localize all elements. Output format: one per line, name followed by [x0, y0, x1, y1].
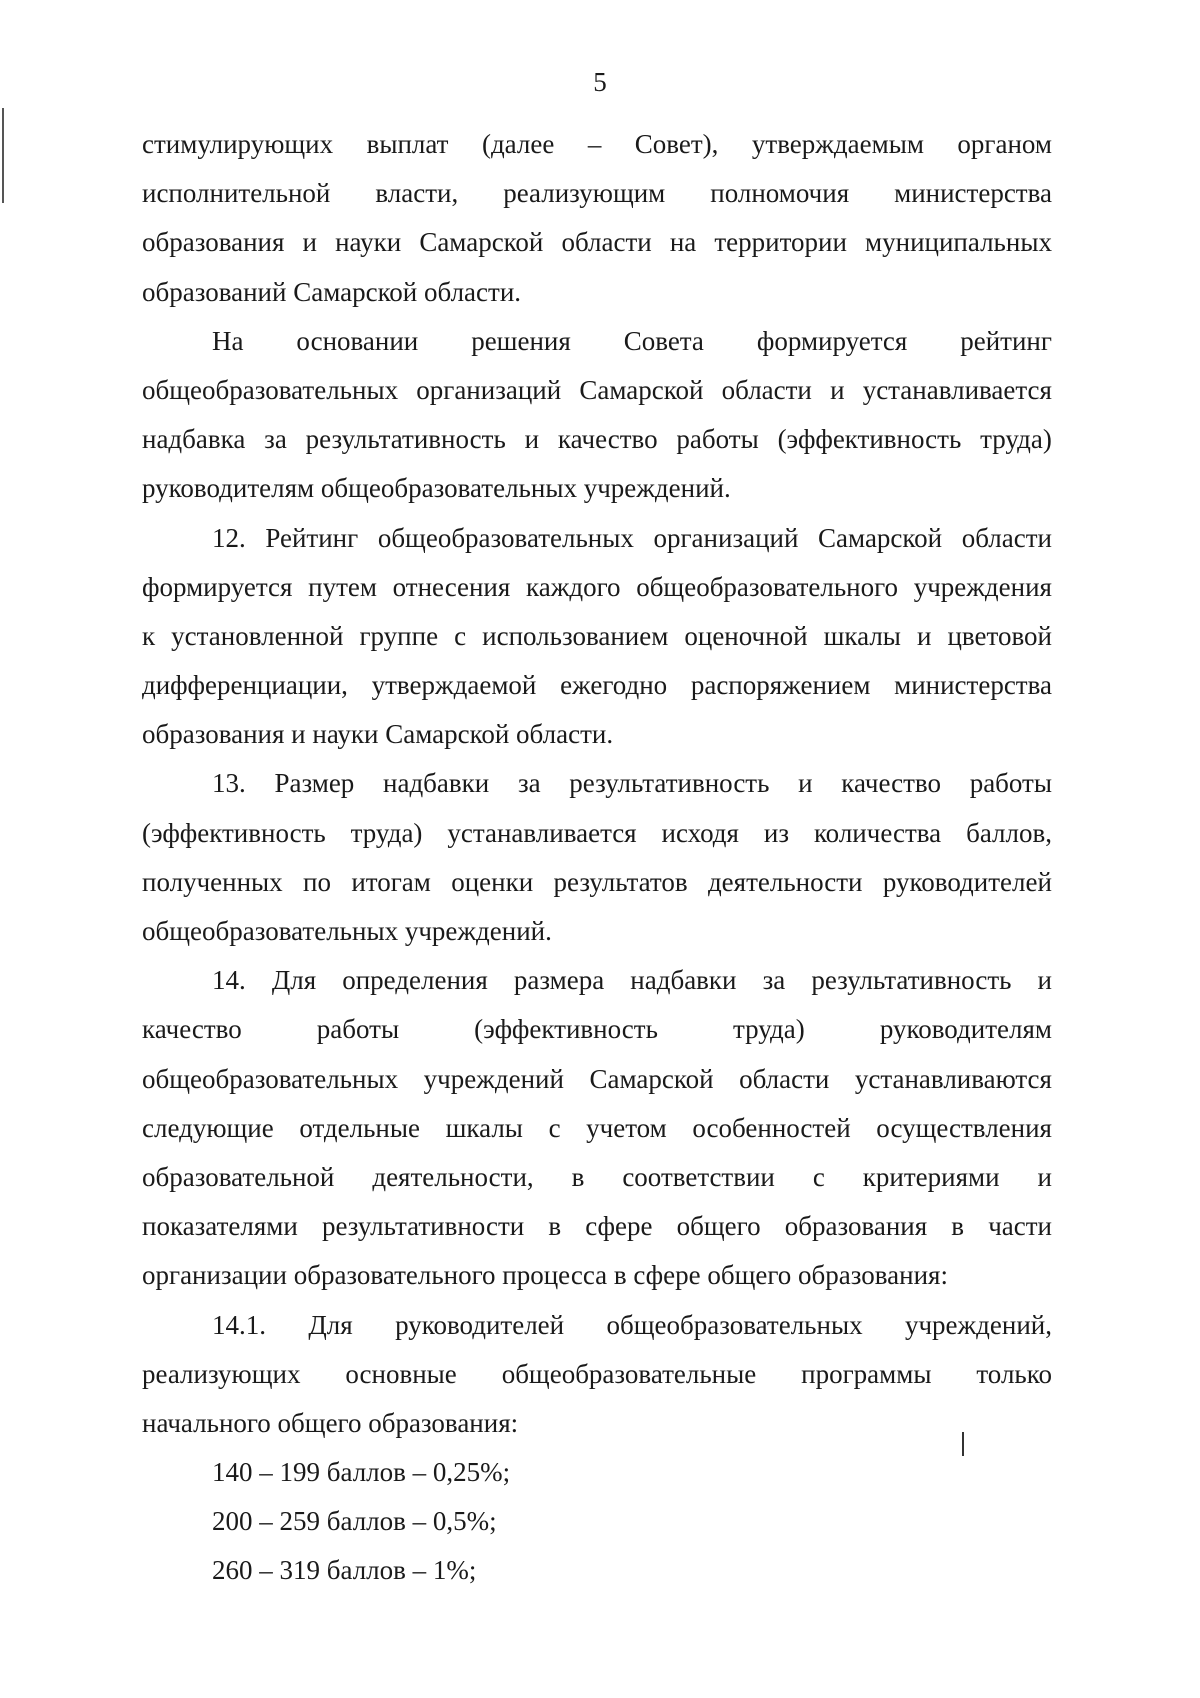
word: деятельности [707, 866, 863, 897]
word: надбавка [142, 424, 246, 455]
text-line [142, 759, 1052, 808]
word: реализующих [142, 1358, 301, 1389]
word: группе [359, 620, 439, 651]
word: Для [308, 1309, 353, 1340]
word: муниципальных [865, 227, 1052, 258]
word: в [548, 1211, 562, 1242]
word: общеобразовательных [606, 1309, 863, 1340]
word: в [571, 1161, 585, 1192]
word: общеобразовательного [636, 571, 899, 602]
page-number: 5 [593, 67, 607, 97]
text-line [142, 907, 1052, 956]
document-body [142, 120, 1052, 1596]
word: размера [513, 965, 605, 996]
word: и [524, 424, 540, 455]
word: сфере [585, 1211, 653, 1242]
word: труда) [980, 424, 1052, 455]
word: Совета [623, 325, 704, 356]
word: стимулирующих [142, 129, 334, 159]
word: устанавливается [447, 817, 637, 848]
word: каждого [526, 571, 621, 602]
word: учреждений, [904, 1309, 1052, 1340]
word: осуществления [876, 1112, 1052, 1143]
text-line [142, 1005, 1052, 1054]
word: оценочной [684, 620, 808, 651]
word: власти, [375, 178, 459, 209]
text-line [142, 1350, 1052, 1399]
word: шкалы [445, 1112, 523, 1143]
word: только [976, 1358, 1052, 1389]
line-text: организации образовательного процесса в сфере общего образования: [142, 1260, 948, 1291]
text-line [142, 366, 1052, 415]
text-line [142, 809, 1052, 858]
word: исполнительной [142, 178, 331, 209]
word: утверждаемой [371, 670, 537, 701]
word: организаций [416, 374, 562, 405]
word: основании [296, 325, 419, 356]
text-line [142, 1055, 1052, 1104]
word: выплат [366, 129, 449, 159]
word: надбавки [630, 965, 737, 996]
word: учреждений [423, 1063, 564, 1094]
word: Совет), [634, 129, 719, 159]
text-line [142, 1202, 1052, 1251]
word: Самарской [589, 1063, 714, 1094]
text-line [142, 1251, 1052, 1300]
text-line [142, 1399, 1052, 1448]
word: учетом [586, 1112, 667, 1143]
word: ежегодно [560, 670, 668, 701]
word: министерства [894, 178, 1052, 209]
word: полученных [142, 866, 283, 897]
word: руководителей [882, 866, 1052, 897]
word: общеобразовательных [377, 522, 634, 553]
word: области [739, 1063, 830, 1094]
word: полномочия [710, 178, 850, 209]
word: Рейтинг [265, 522, 359, 553]
word: показателями [142, 1211, 298, 1242]
word: 14.1. [212, 1309, 266, 1340]
text-line [142, 563, 1052, 612]
word: цветовой [947, 620, 1052, 651]
word: результатов [553, 866, 688, 897]
line-text: руководителям общеобразовательных учреждений. [142, 473, 731, 504]
word: деятельности, [372, 1161, 534, 1192]
word: (далее [481, 129, 555, 159]
word: Самарской [419, 227, 544, 258]
word: руководителей [395, 1309, 565, 1340]
text-line [142, 956, 1052, 1005]
word: установленной [171, 620, 344, 651]
word: надбавки [383, 768, 490, 799]
word: (эффективность [474, 1014, 658, 1045]
word: итогам [351, 866, 431, 897]
word: образования [142, 227, 285, 258]
word: количества [813, 817, 942, 848]
word: за [762, 965, 786, 996]
word: органом [957, 129, 1052, 159]
word: на [669, 227, 697, 258]
word: утверждаемым [751, 129, 924, 159]
text-line [142, 268, 1052, 317]
word: общеобразовательных [142, 1063, 399, 1094]
word: министерства [894, 670, 1052, 701]
text-line [142, 1104, 1052, 1153]
word: организаций [653, 522, 799, 553]
word: качество [142, 1014, 242, 1045]
word: за [264, 424, 287, 455]
text-line [142, 1153, 1052, 1202]
line-text: 260 – 319 баллов – 1%; [212, 1555, 477, 1586]
text-line [142, 120, 1052, 169]
word: формируется [142, 571, 293, 602]
word: с [548, 1112, 561, 1143]
scan-artifact-mark [962, 1432, 964, 1456]
word: Размер [274, 768, 355, 799]
word: – [587, 129, 602, 159]
word: результативность [569, 768, 770, 799]
word: общеобразовательных [142, 374, 399, 405]
text-line [142, 169, 1052, 218]
word: области [961, 522, 1052, 553]
word: с [454, 620, 467, 651]
word: области [561, 227, 652, 258]
line-text: 140 – 199 баллов – 0,25%; [212, 1457, 511, 1488]
text-line [142, 317, 1052, 366]
line-text: начального общего образования: [142, 1407, 519, 1438]
word: результативность [305, 424, 506, 455]
word: реализующим [503, 178, 666, 209]
word: (эффективность [142, 817, 326, 848]
word: труда) [350, 817, 423, 848]
word: путем [308, 571, 377, 602]
word: программы [801, 1358, 932, 1389]
word: Самарской [579, 374, 704, 405]
text-line [142, 1448, 1052, 1497]
word: территории [714, 227, 847, 258]
word: и [798, 768, 813, 799]
word: отнесения [392, 571, 511, 602]
text-line [142, 218, 1052, 267]
text-line [142, 415, 1052, 464]
word: устанавливается [862, 374, 1052, 405]
text-line [142, 710, 1052, 759]
word: следующие [142, 1112, 274, 1143]
word: результативности [321, 1211, 525, 1242]
word: из [763, 817, 790, 848]
word: Самарской [818, 522, 943, 553]
word: общего [676, 1211, 761, 1242]
word: соответствии [622, 1161, 775, 1192]
scan-edge-mark [2, 108, 4, 203]
word: работы [676, 424, 759, 455]
word: и [916, 620, 932, 651]
word: качество [841, 768, 941, 799]
word: 14. [212, 965, 246, 996]
word: общеобразовательные [501, 1358, 757, 1389]
text-line [142, 612, 1052, 661]
word: рейтинг [960, 325, 1052, 356]
word: качество [557, 424, 658, 455]
word: работы [316, 1014, 400, 1045]
word: особенностей [692, 1112, 851, 1143]
word: дифференциации, [142, 670, 348, 701]
word: результативность [811, 965, 1012, 996]
word: труда) [732, 1014, 805, 1045]
line-text: общеобразовательных учреждений. [142, 916, 552, 946]
text-line [142, 1301, 1052, 1350]
word: решения [471, 325, 571, 356]
word: учреждения [913, 571, 1052, 602]
word: науки [335, 227, 402, 258]
word: оценки [451, 866, 534, 897]
word: устанавливаются [854, 1063, 1052, 1094]
word: части [988, 1211, 1052, 1242]
line-text: образований Самарской области. [142, 276, 522, 307]
word: за [517, 768, 541, 799]
word: по [303, 866, 331, 897]
word: На [212, 325, 244, 356]
word: к [142, 620, 156, 651]
word: исходя [661, 817, 739, 848]
word: формируется [756, 325, 908, 356]
word: отдельные [299, 1112, 420, 1143]
line-text: 200 – 259 баллов – 0,5%; [212, 1506, 497, 1537]
word: и [830, 374, 845, 405]
word: (эффективность [777, 424, 962, 455]
word: и [1037, 965, 1052, 996]
word: Для [271, 965, 317, 996]
word: шкалы [823, 620, 901, 651]
word: руководителям [879, 1014, 1052, 1045]
word: основные [345, 1358, 457, 1389]
word: и [302, 227, 317, 258]
word: 12. [212, 522, 246, 553]
word: 13. [212, 768, 246, 799]
text-line [142, 1546, 1052, 1595]
word: с [812, 1161, 825, 1192]
word: образования [784, 1211, 928, 1242]
text-line [142, 661, 1052, 710]
word: определения [342, 965, 488, 996]
line-text: образования и науки Самарской области. [142, 719, 614, 750]
word: распоряжением [690, 670, 871, 701]
word: и [1037, 1161, 1052, 1192]
word: использованием [482, 620, 669, 651]
word: в [951, 1211, 965, 1242]
word: работы [969, 768, 1052, 799]
word: критериями [862, 1161, 1000, 1192]
text-line [142, 858, 1052, 907]
word: образовательной [142, 1161, 335, 1192]
word: баллов, [966, 817, 1052, 848]
text-line [142, 464, 1052, 513]
text-line [142, 1497, 1052, 1546]
text-line [142, 514, 1052, 563]
word: области [721, 374, 812, 405]
